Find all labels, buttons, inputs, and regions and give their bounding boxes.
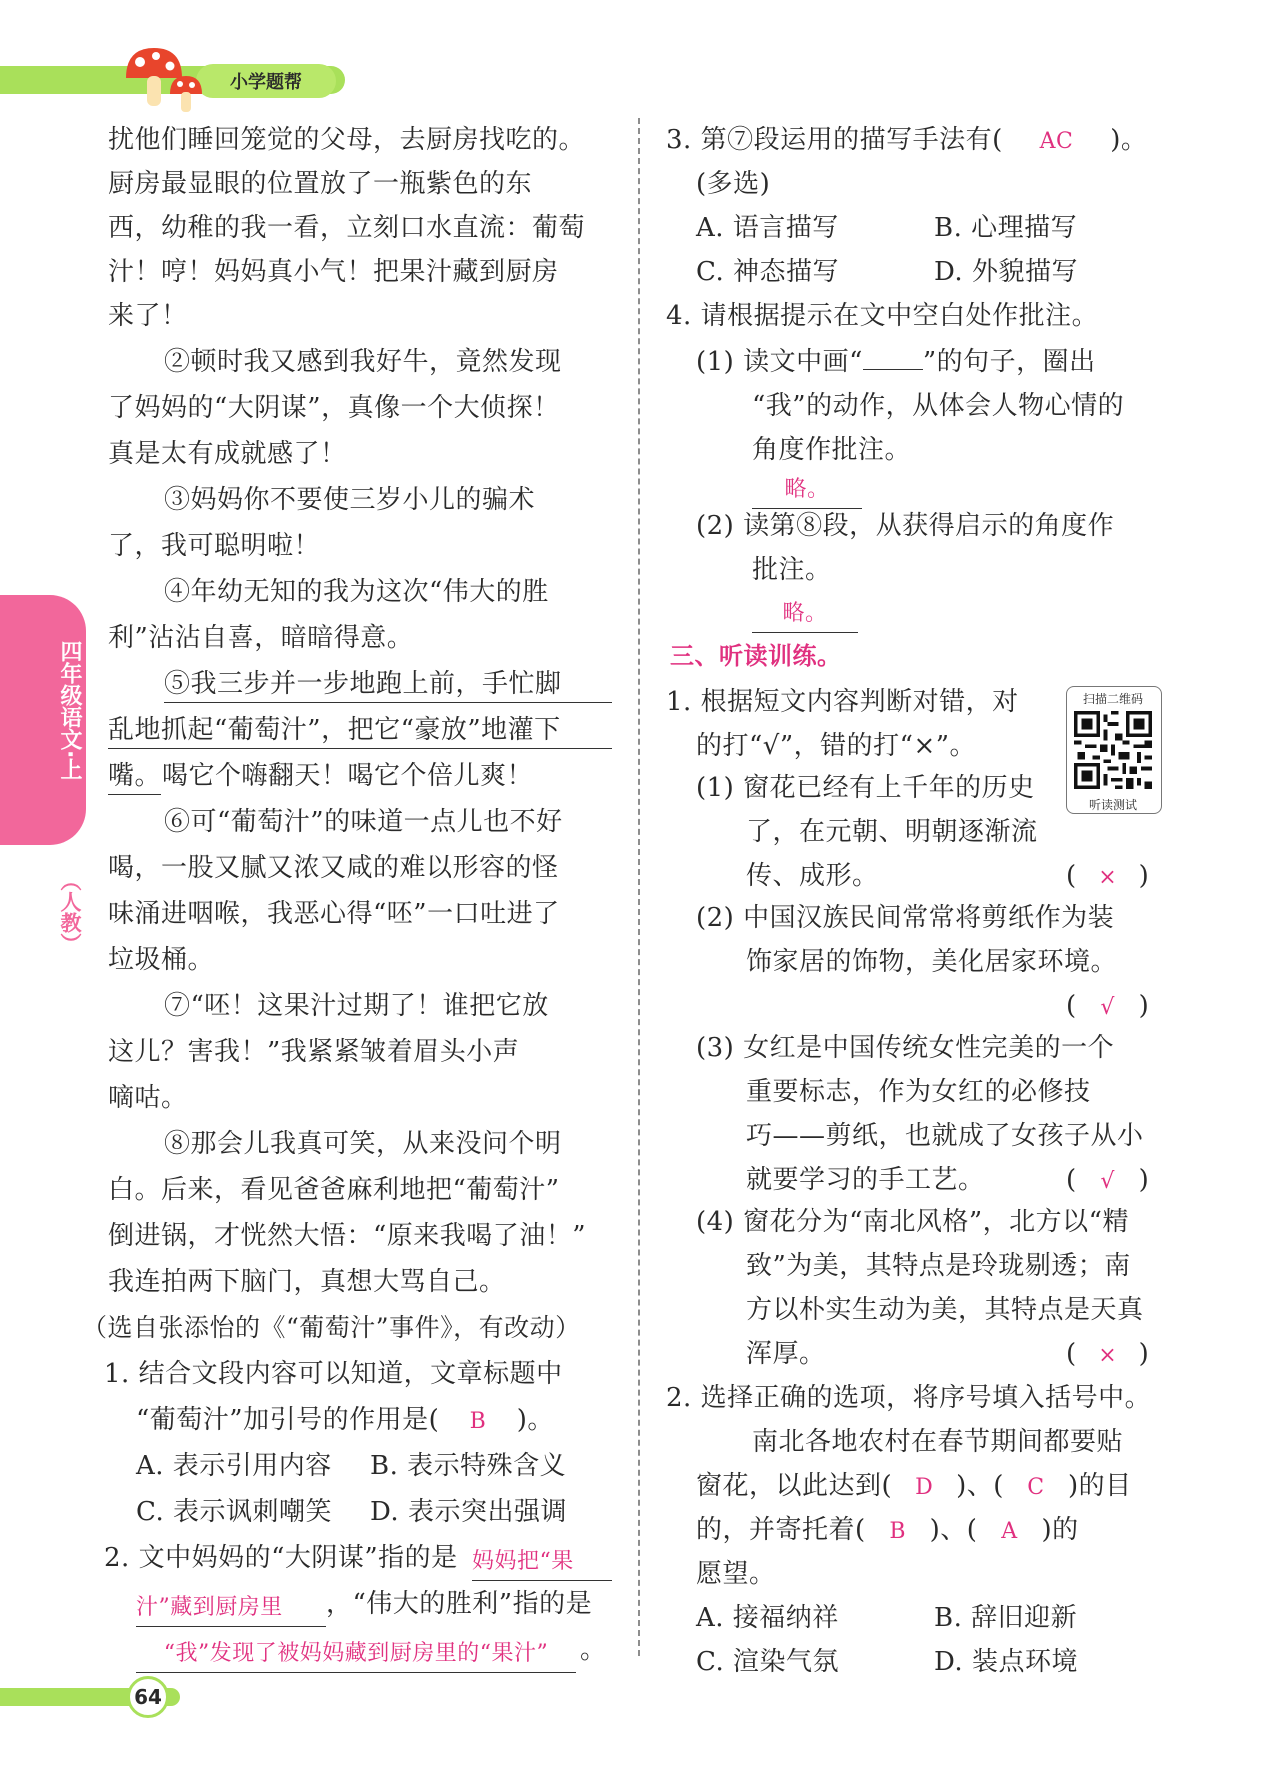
listening-q2-line xyxy=(696,1470,1132,1504)
qr-top-label: 扫描二维码 xyxy=(1082,692,1143,706)
passage-line: 倒进锅，才恍然大悟：“原来我喝了油！” xyxy=(108,1221,587,1251)
underlined-sentence: ⑤我三步并一步地跑上前，手忙脚 xyxy=(164,668,612,703)
side-tab-edition: （人教） xyxy=(58,870,82,954)
listening-q2-text: 的，并寄托着( xyxy=(696,1515,866,1545)
answer-q2-part2: “我”发现了被妈妈藏到厨房里的“果汁” xyxy=(136,1638,576,1673)
passage-source: （选自张添怡的《“葡萄汁”事件》，有改动） xyxy=(82,1313,581,1342)
listening-item-1: (1) 窗花已经有上千年的历史 xyxy=(696,773,1035,803)
passage-line: 真是太有成就感了！ xyxy=(108,439,347,469)
question-4-part2-line: 批注。 xyxy=(752,555,832,585)
underlined-sentence: 嘴。 xyxy=(108,760,161,795)
passage-line: 厨房最显眼的位置放了一瓶紫色的东 xyxy=(108,169,533,199)
passage-line: 喝它个嗨翻天！喝它个倍儿爽！ xyxy=(162,761,534,791)
question-2-text: ，“伟大的胜利”指的是 xyxy=(326,1589,593,1619)
listening-item-1-line: 了，在元朝、明朝逐渐流 xyxy=(746,817,1038,847)
answer-l1-3: √ xyxy=(1100,1169,1115,1194)
listening-item-2-line: 饰家居的饰物，美化居家环境。 xyxy=(746,947,1118,977)
option-c: C. 渲染气氛 xyxy=(696,1647,839,1677)
listening-q2-passage: 南北各地农村在春节期间都要贴 xyxy=(752,1427,1124,1457)
answer-q2-part1a: 妈妈把“果 xyxy=(472,1546,612,1581)
listening-item-3-line: 就要学习的手工艺。 xyxy=(746,1165,985,1195)
answer-l2-1: D xyxy=(915,1475,934,1500)
listening-item-4-line: 方以朴实生动为美，其特点是天真 xyxy=(746,1295,1144,1325)
listening-item-4-line: 致”为美，其特点是玲珑剔透；南 xyxy=(746,1251,1131,1281)
answer-l2-2: C xyxy=(1027,1475,1045,1500)
passage-line: 喝，一股又腻又浓又咸的难以形容的怪 xyxy=(108,853,559,883)
listening-q2-text: )、( xyxy=(929,1515,978,1545)
answer-paren-2: ( √ ) xyxy=(1066,990,1149,1024)
passage-line: 了，我可聪明啦！ xyxy=(108,531,321,561)
question-1-line xyxy=(136,1404,554,1438)
question-1-text: )。 xyxy=(516,1405,554,1435)
option-a: A. 语言描写 xyxy=(696,213,839,243)
passage-paragraph-3: ③妈妈你不要使三岁小儿的骗术 xyxy=(164,485,536,515)
qr-bottom-label: 听读测试 xyxy=(1088,798,1137,812)
listening-q2-text: )的目 xyxy=(1067,1471,1132,1501)
passage-paragraph-8: ⑧那会儿我真可笑，从来没问个明 xyxy=(164,1129,562,1159)
option-a: A. 接福纳祥 xyxy=(696,1603,839,1633)
answer-l2-3: B xyxy=(889,1519,906,1544)
underline-sample xyxy=(863,369,923,370)
answer-paren-4: ( × ) xyxy=(1066,1338,1149,1372)
question-4-part1 xyxy=(696,346,1096,378)
passage-paragraph-4: ④年幼无知的我为这次“伟大的胜 xyxy=(164,577,549,607)
passage-line: 味涌进咽喉，我恶心得“呸”一口吐进了 xyxy=(108,899,560,929)
passage-line: 嘀咕。 xyxy=(108,1083,188,1113)
answer-l2-4: A xyxy=(1001,1519,1018,1544)
passage-line: 汁！哼！妈妈真小气！把果汁藏到厨房 xyxy=(108,257,559,287)
answer-l1-4: × xyxy=(1098,1343,1118,1368)
passage-line: 垃圾桶。 xyxy=(108,945,215,975)
question-3 xyxy=(666,124,1147,158)
listening-question-1: 1. 根据短文内容判断对错，对 xyxy=(666,687,1019,717)
passage-paragraph-2: ②顿时我又感到我好牛，竟然发现 xyxy=(164,347,562,377)
answer-q2-part1b: 汁”藏到厨房里 xyxy=(136,1592,326,1627)
option-c: C. 神态描写 xyxy=(696,257,839,287)
listening-item-3-line: 重要标志，作为女红的必修技 xyxy=(746,1077,1091,1107)
listening-item-1-line: 传、成形。 xyxy=(746,861,879,891)
question-4-part1-text: ”的句子，圈出 xyxy=(922,347,1096,377)
listening-q2-line: 愿望。 xyxy=(696,1559,776,1589)
question-4: 4. 请根据提示在文中空白处作批注。 xyxy=(666,301,1099,331)
answer-q4-part2: 略。 xyxy=(752,598,858,633)
question-4-part1-text: (1) 读文中画“ xyxy=(696,347,863,377)
question-1-text: “葡萄汁”加引号的作用是( xyxy=(136,1405,440,1435)
listening-item-4: (4) 窗花分为“南北风格”，北方以“精 xyxy=(696,1207,1129,1237)
passage-line: 这儿？害我！”我紧紧皱着眉头小声 xyxy=(108,1037,520,1067)
underlined-sentence: 乱地抓起“葡萄汁”，把它“豪放”地灌下 xyxy=(108,714,612,749)
answer-q4-part1: 略。 xyxy=(752,474,862,509)
side-tab-grade: 四年级语文·上 xyxy=(57,640,82,781)
option-b: B. 辞旧迎新 xyxy=(934,1603,1078,1633)
listening-q2-text: )的 xyxy=(1041,1515,1079,1545)
qr-code-icon[interactable] xyxy=(1074,708,1152,792)
option-b: B. 表示特殊含义 xyxy=(370,1451,567,1481)
option-b: B. 心理描写 xyxy=(934,213,1078,243)
listening-question-1-line: 的打“√”，错的打“×”。 xyxy=(696,731,977,761)
passage-line: 扰他们睡回笼觉的父母，去厨房找吃的。 xyxy=(108,125,586,155)
option-d: D. 装点环境 xyxy=(934,1647,1078,1677)
listening-q2-text: 窗花，以此达到( xyxy=(696,1471,893,1501)
header-title: 小学题帮 xyxy=(196,64,336,98)
mushroom-logo-icon xyxy=(120,40,220,120)
question-2-end: 。 xyxy=(580,1635,607,1665)
question-3-text: )。 xyxy=(1110,125,1148,155)
question-1: 1. 结合文段内容可以知道，文章标题中 xyxy=(104,1359,563,1389)
question-4-part2: (2) 读第⑧段，从获得启示的角度作 xyxy=(696,511,1115,541)
passage-paragraph-6: ⑥可“葡萄汁”的味道一点儿也不好 xyxy=(164,807,563,837)
listening-item-3: (3) 女红是中国传统女性完美的一个 xyxy=(696,1033,1115,1063)
passage-line: 来了！ xyxy=(108,301,188,331)
question-4-part1-line: “我”的动作，从体会人物心情的 xyxy=(752,391,1125,421)
answer-paren-1: ( × ) xyxy=(1066,860,1149,894)
passage-line: 了妈妈的“大阴谋”，真像一个大侦探！ xyxy=(108,393,560,423)
passage-line: 利”沾沾自喜，暗暗得意。 xyxy=(108,623,414,653)
passage-line: 西，幼稚的我一看，立刻口水直流：葡萄 xyxy=(108,213,586,243)
listening-q2-line xyxy=(696,1514,1079,1548)
passage-line: 我连拍两下脑门，真想大骂自己。 xyxy=(108,1267,506,1297)
question-2: 2. 文中妈妈的“大阴谋”指的是 xyxy=(104,1543,458,1573)
answer-q3: AC xyxy=(1039,129,1074,154)
section-3-title: 三、听读训练。 xyxy=(670,642,842,670)
question-3-note: (多选) xyxy=(696,169,771,199)
answer-l1-1: × xyxy=(1098,865,1118,890)
page-number: 64 xyxy=(127,1676,169,1718)
option-a: A. 表示引用内容 xyxy=(136,1451,332,1481)
listening-question-2: 2. 选择正确的选项，将序号填入括号中。 xyxy=(666,1383,1152,1413)
listening-item-2: (2) 中国汉族民间常常将剪纸作为装 xyxy=(696,903,1115,933)
listening-item-4-line: 浑厚。 xyxy=(746,1339,826,1369)
listening-item-3-line: 巧——剪纸，也就成了女孩子从小 xyxy=(746,1121,1144,1151)
option-c: C. 表示讽刺嘲笑 xyxy=(136,1497,332,1527)
passage-paragraph-7: ⑦“呸！这果汁过期了！谁把它放 xyxy=(164,991,549,1021)
question-3-text: 3. 第⑦段运用的描写手法有( xyxy=(666,125,1003,155)
question-4-part1-line: 角度作批注。 xyxy=(752,435,912,465)
listening-q2-text: )、( xyxy=(956,1471,1004,1501)
passage-line: 白。后来，看见爸爸麻利地把“葡萄汁” xyxy=(108,1175,560,1205)
answer-paren-3: ( √ ) xyxy=(1066,1164,1149,1198)
option-d: D. 外貌描写 xyxy=(934,257,1078,287)
option-d: D. 表示突出强调 xyxy=(370,1497,567,1527)
answer-l1-2: √ xyxy=(1100,995,1115,1020)
column-divider xyxy=(638,118,640,1656)
answer-q1: B xyxy=(469,1409,487,1434)
